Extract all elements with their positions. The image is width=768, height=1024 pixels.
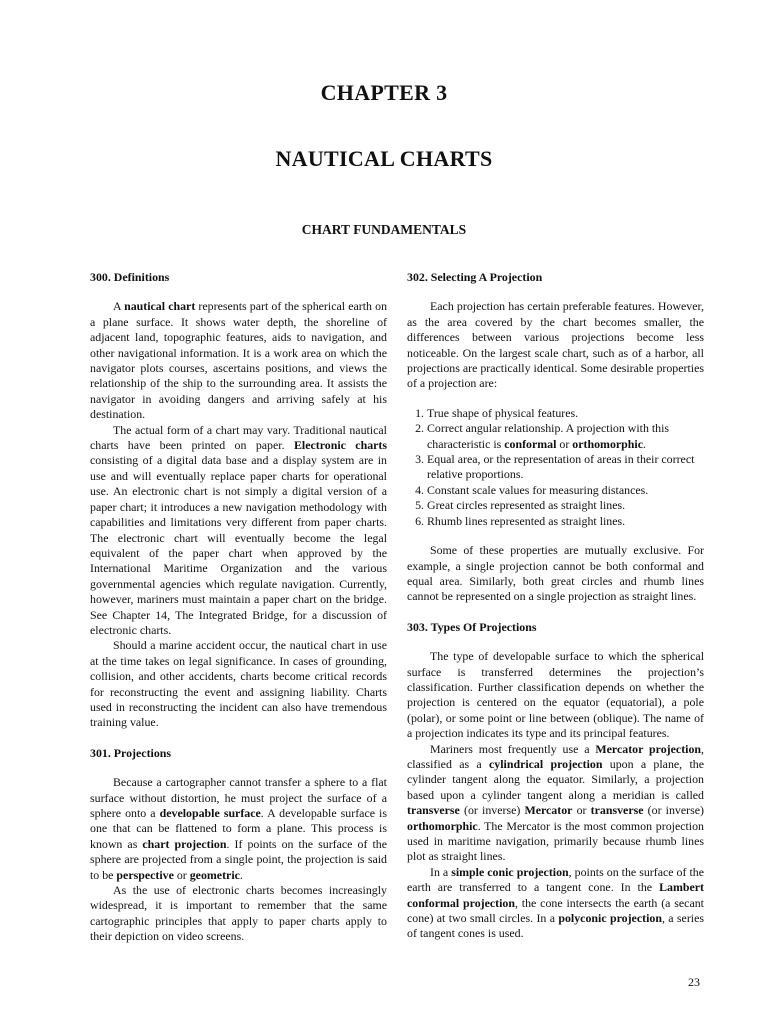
list-item: 3. Equal area, or the representation of areas in their correct relative proportions. xyxy=(427,452,704,483)
paragraph-projection-features: Each projection has certain preferable features. However, as the area covered by the chart becomes smaller, the differences between various projections become less noticeable. On the largest scale chart, such as of a harbor, all projections are practically identical. Some desirable properties of a projection are: xyxy=(407,299,704,391)
heading-300-definitions: 300. Definitions xyxy=(90,270,170,284)
paragraph-mutually-exclusive: Some of these properties are mutually exclusive. For example, a single projection cannot be both conformal and equal area. Similarly, both great circles and rhumb lines cannot be represented on a single projection as straight lines. xyxy=(407,543,704,604)
section-title: CHART FUNDAMENTALS xyxy=(301,222,467,237)
paragraph-mercator: Mariners most frequently use a Mercator projection, classified as a cylindrical projection upon a plane, the cylinder tangent along the equator. Similarly, a projection based upon a cylinder tangent along a meridian is called transverse (or inverse) Mercator or transverse (or inverse) orthomorphic. The Mercator is the most common projection used in maritime navigation, primarily because rhumb lines plot as straight lines. xyxy=(407,741,704,864)
heading-301-projections: 301. Projections xyxy=(90,745,172,760)
list-item: 5. Great circles represented as straight lines. xyxy=(427,498,704,513)
list-item: 2. Correct angular relationship. A projection with this characteristic is conformal or orthomorphic. xyxy=(427,421,704,452)
list-item: 4. Constant scale values for measuring distances. xyxy=(427,483,704,498)
list-item: 1. True shape of physical features. xyxy=(427,406,704,421)
paragraph-marine-accident: Should a marine accident occur, the nautical chart in use at the time takes on legal significance. In cases of grounding, collision, and other accidents, charts become critical records for reconstructing the event and assigning liability. Charts used in reconstructing the incident can also have tremendous training value. xyxy=(90,638,387,730)
list-item: 6. Rhumb lines represented as straight lines. xyxy=(427,514,704,529)
paragraph-conic-projection: In a simple conic projection, points on the surface of the earth are transferred to a tangent cone. In the Lambert conformal projection, the cone intersects the earth (a secant cone) at two small circles. In a polyconic projection, a series of tangent cones is used. xyxy=(407,864,705,941)
paragraph-developable-surface: The type of developable surface to which the spherical surface is transferred determines the projection’s classification. Further classification depends on whether the projection is centered on the equator (equatorial), a pole (polar), or some point or line between (oblique). The name of a projection indicates its type and its principal features. xyxy=(407,649,704,741)
chapter-title: NAUTICAL CHARTS xyxy=(275,146,493,171)
paragraph-nautical-chart: A nautical chart represents part of the spherical earth on a plane surface. It shows water depth, the shoreline of adjacent land, topographic features, aids to navigation, and other navigational information. It is a work area on which the navigator plots courses, ascertains positions, and views the relationship of the ship to the surrounding area. It assists the navigator in avoiding dangers and arriving safely at his destination. xyxy=(90,299,388,422)
heading-302-selecting-projection: 302. Selecting A Projection xyxy=(407,270,543,284)
paragraph-chart-projection: Because a cartographer cannot transfer a sphere to a flat surface without distortion, he must project the surface of a sphere onto a developable surface. A developable surface is one that can be flattened to form a plane. This process is known as chart projection. If points on the surface of the sphere are projected from a single point, the projection is said to be perspective or geometric. xyxy=(90,775,387,882)
paragraph-electronic-charts: The actual form of a chart may vary. Traditional nautical charts have been printed on paper. Electronic charts consisting of a digital data base and a display system are in use and will eventually replace paper charts for operational use. An electronic chart is not simply a digital version of a paper chart; it introduces a new navigation methodology with capabilities and limitations very different from paper charts. The electronic chart will eventually become the legal equivalent of the paper chart when approved by the International Maritime Organization and the various governmental agencies which regulate navigation. Currently, however, mariners must maintain a paper chart on the bridge. See Chapter 14, The Integrated Bridge, for a discussion of electronic charts. xyxy=(90,422,387,637)
chapter-label: CHAPTER 3 xyxy=(320,80,448,105)
projection-properties-list xyxy=(407,406,704,529)
heading-303-types-of-projections: 303. Types Of Projections xyxy=(407,619,537,634)
page-number: 23 xyxy=(688,975,700,989)
right-column xyxy=(407,270,704,942)
left-column xyxy=(90,270,387,945)
paragraph-electronic-principles: As the use of electronic charts becomes increasingly widespread, it is important to remember that the same cartographic principles that apply to paper charts apply to their depiction on video screens. xyxy=(90,883,387,944)
